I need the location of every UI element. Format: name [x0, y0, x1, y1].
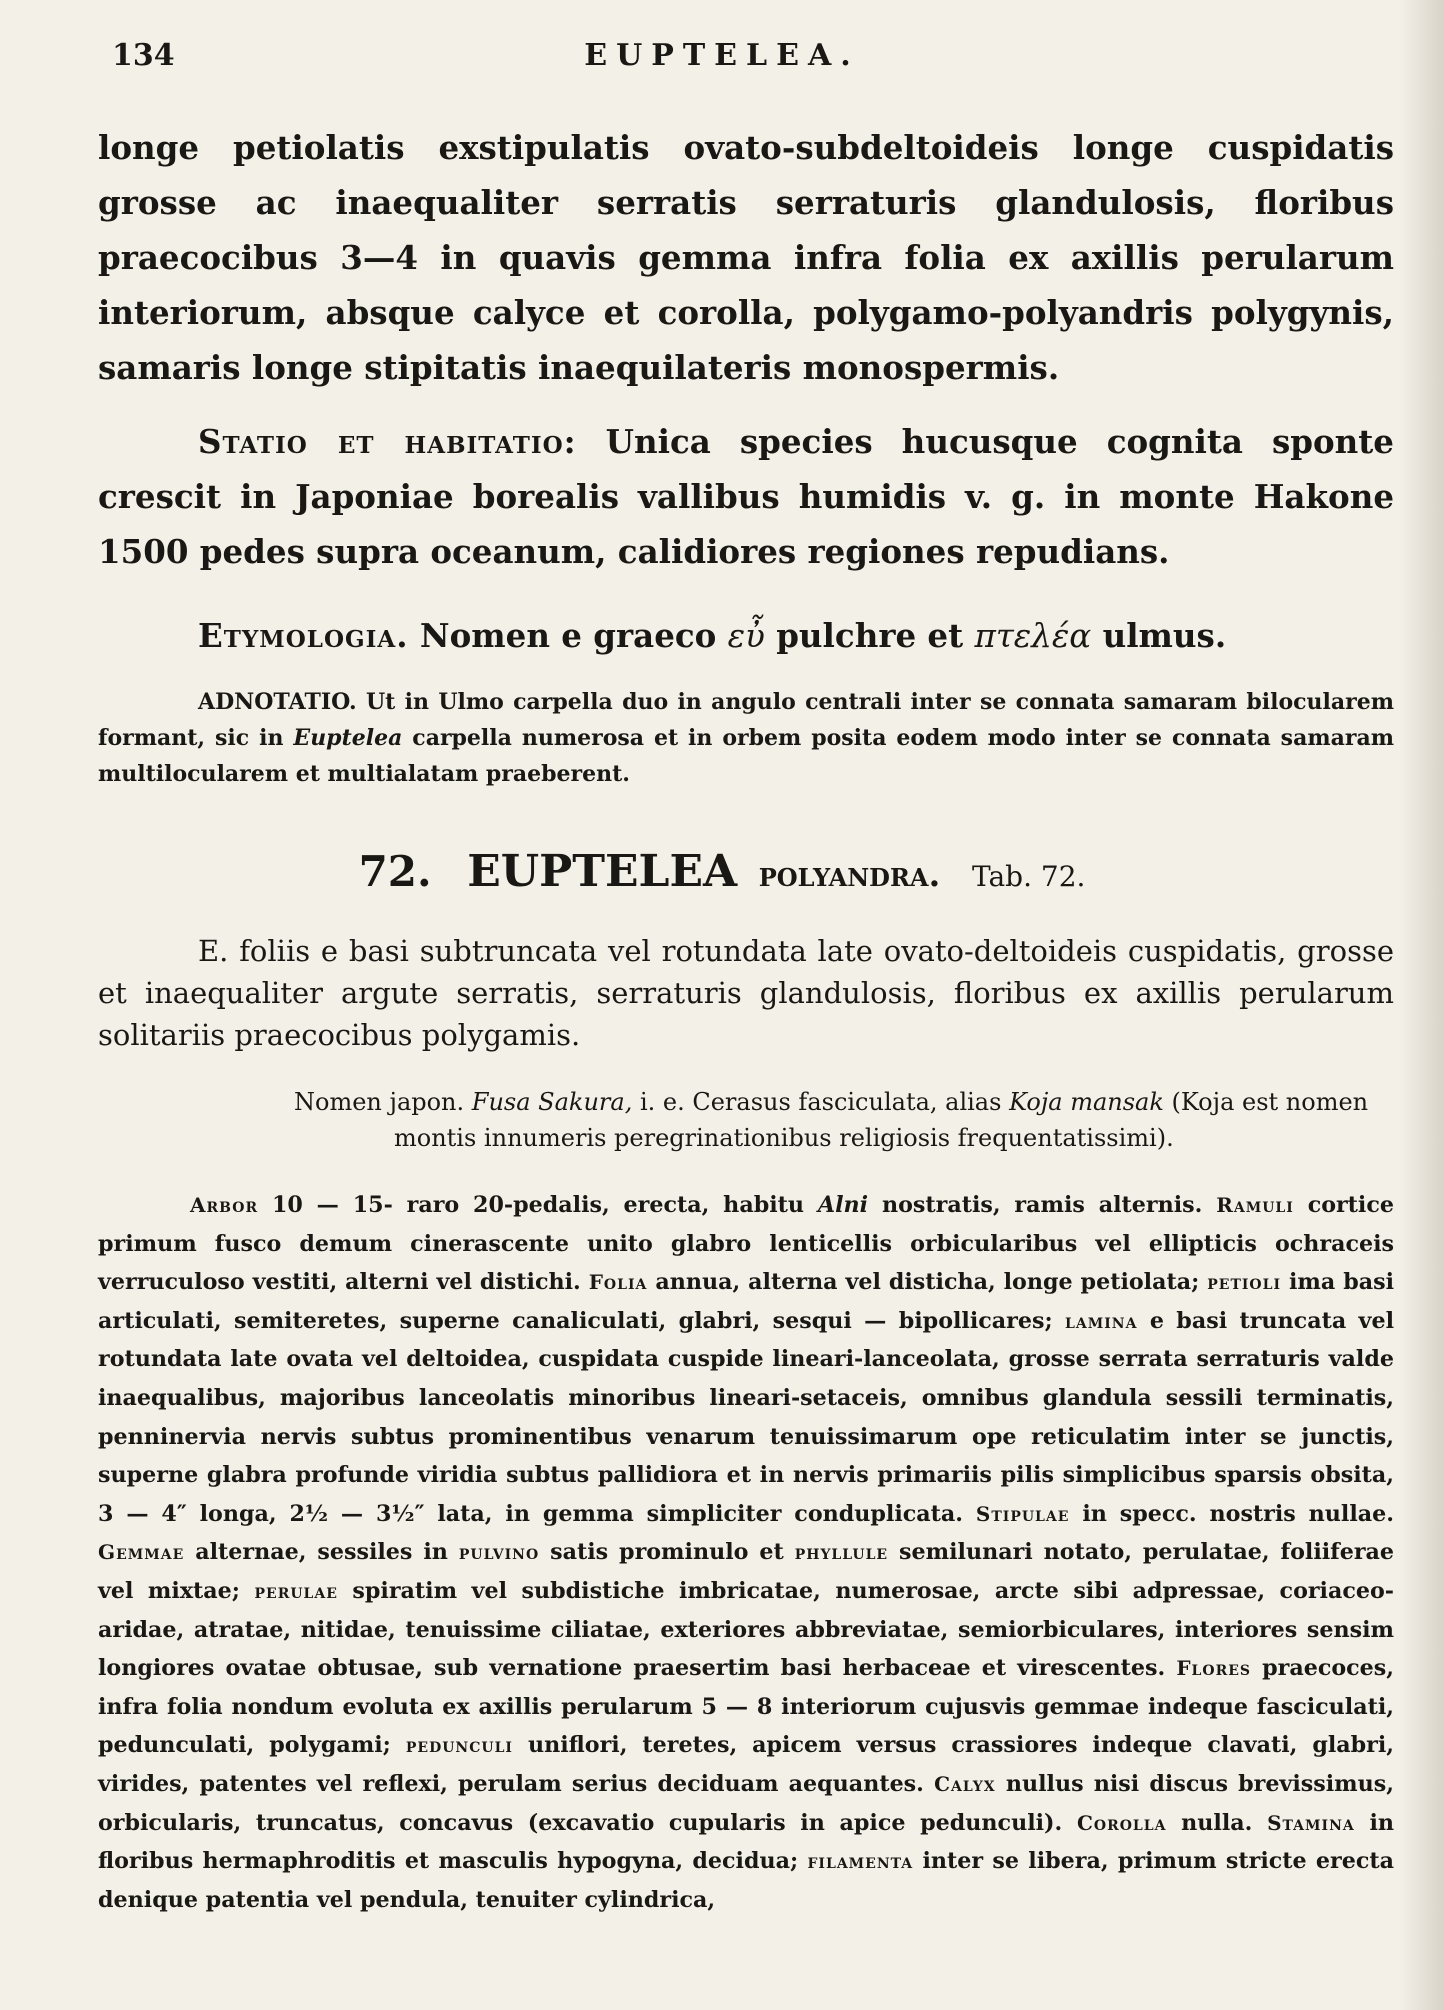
lamina-text: e basi truncata vel rotundata late ovata vel deltoidea, cuspidata cuspide lineari-lanceolata, grosse serrata serraturis valde inaequalibus, majoribus lanceolatis minoribus lineari-setaceis, omnibus glandula sessili terminatis, penninervia nervis subtus prominentibus venarum tenuissimarum ope reticulatim inter se junctis, superne glabra profunde viridia subtus pallidiora et in nervis primariis pilis simplicibus sparsis obsita, 3 — 4″ longa, 2½ — 3½″ lata, in gemma simpliciter conduplicata.	[98, 1307, 1394, 1527]
lamina-label: lamina	[1065, 1308, 1138, 1333]
filamenta-label: filamenta	[807, 1849, 914, 1874]
nomen-japon-paragraph	[98, 1084, 1394, 1156]
species-tab: Tab. 72.	[971, 860, 1086, 893]
species-diagnosis: E. foliis e basi subtruncata vel rotundata late ovato-deltoideis cuspidatis, grosse et inaequaliter argute serratis, serraturis glandulosis, floribus ex axillis perularum solitariis praecocibus polygamis.	[98, 934, 1394, 1052]
nomen-text-2: (Koja est nomen montis innumeris peregrinationibus religiosis frequentatissimi).	[394, 1088, 1369, 1152]
gemmae-label: Gemmae	[98, 1540, 185, 1565]
arbor-label: Arbor	[190, 1193, 259, 1217]
genus-diagnosis: longe petiolatis exstipulatis ovato-subdeltoideis longe cuspidatis grosse ac inaequaliter serratis serraturis glandulosis, floribus praecocibus 3—4 in quavis gemma infra folia ex axillis perularum interiorum, absque calyce et corolla, polygamo-polyandris polygynis, samaris longe stipitatis inaequilateris monospermis.	[98, 128, 1394, 387]
filamenta-text: inter se libera, primum stricte erecta denique patentia vel pendula, tenuiter cylindrica,	[98, 1848, 1394, 1913]
etymologia-text-middle: pulchre et	[776, 616, 964, 655]
adnotatio-label: ADNOTATIO.	[198, 689, 357, 715]
statio-text: Unica species hucusque cognita sponte crescit in Japoniae borealis vallibus humidis v. g. in monte Hakone 1500 pedes supra oceanum, calidiores regiones repudians.	[98, 422, 1394, 571]
page-edge-shadow	[1400, 0, 1444, 2010]
nomen-label: Nomen japon.	[294, 1088, 465, 1116]
etymologia-label: Etymologia.	[198, 616, 409, 655]
page-header	[0, 38, 1444, 78]
nomen-name-1: Fusa Sakura,	[471, 1088, 633, 1116]
alni-word: Alni	[817, 1192, 869, 1218]
etymologia-paragraph	[98, 608, 1394, 664]
species-number: 72.	[358, 847, 432, 896]
phyllule-label: phyllule	[794, 1540, 889, 1565]
running-title: EUPTELEA.	[584, 38, 860, 73]
pulvino-text: satis prominulo et	[550, 1539, 784, 1566]
nomen-text-1: i. e. Cerasus fasciculata, alias	[639, 1088, 1002, 1116]
etymologia-text-after: ulmus.	[1102, 616, 1227, 655]
calyx-label: Calyx	[934, 1771, 996, 1796]
pulvino-label: pulvino	[458, 1540, 540, 1565]
perulae-text: spiratim vel subdistiche imbricatae, numerosae, arcte sibi adpressae, coriaceo-aridae, atratae, nitidae, tenuissime ciliatae, exteriores abbreviatae, semiorbiculares, interiores sensim longiores ovatae obtusae, sub vernatione praesertim basi herbaceae et virescentes.	[98, 1577, 1394, 1682]
folia-label: Folia	[588, 1270, 648, 1295]
stipulae-label: Stipulae	[975, 1501, 1070, 1526]
etymologia-greek-2: πτελέα	[974, 617, 1092, 655]
flores-text: praecoces, infra folia nondum evoluta ex axillis perularum 5 — 8 interiorum cujusvis gemmae indeque fasciculati, pedunculati, polygami;	[98, 1655, 1395, 1759]
description-paragraph	[98, 1186, 1394, 1919]
statio-label: Statio et habitatio:	[198, 422, 577, 461]
petioli-label: petioli	[1207, 1270, 1282, 1295]
etymologia-text-before: Nomen e graeco	[419, 616, 717, 655]
adnotatio-text-before: Ut in Ulmo carpella duo in angulo centrali inter se connata samaram bilocularem formant, sic in	[98, 689, 1394, 751]
page-number: 134	[112, 38, 175, 73]
corolla-text: nulla.	[1181, 1809, 1253, 1836]
folia-text: annua, alterna vel disticha, longe petiolata;	[655, 1269, 1200, 1296]
stamina-label: Stamina	[1267, 1810, 1355, 1835]
flores-label: Flores	[1176, 1656, 1251, 1681]
calyx-text: nullus nisi discus brevissimus, orbicularis, truncatus, concavus (excavatio cupularis in apice pedunculi).	[98, 1770, 1394, 1836]
perulae-label: perulae	[254, 1578, 338, 1603]
pedunculi-label: pedunculi	[405, 1733, 513, 1758]
petioli-text: ima basi articulati, semiteretes, superne canaliculati, glabri, sesqui — bipollicares;	[98, 1269, 1395, 1334]
adnotatio-genus: Euptelea	[293, 725, 403, 751]
ramuli-label: Ramuli	[1216, 1193, 1294, 1217]
etymologia-greek-1: εὖ	[727, 617, 765, 655]
gemmae-text: alternae, sessiles in	[195, 1539, 448, 1566]
phyllule-text: semilunari notato, perulatae, foliiferae vel mixtae;	[98, 1539, 1395, 1604]
nomen-name-2: Koja mansak	[1009, 1088, 1164, 1116]
ramuli-text: cortice primum fusco demum cinerascente unito glabro lenticellis orbicularibus vel ellipticis ochraceis verruculoso vestiti, alterni vel distichi.	[98, 1192, 1394, 1296]
species-heading	[0, 846, 1444, 897]
arbor-text-1: 10 — 15- raro 20-pedalis, erecta, habitu	[271, 1192, 805, 1218]
adnotatio-text-after: carpella numerosa et in orbem posita eodem modo inter se connata samaram multilocularem et multialatam praeberent.	[98, 725, 1394, 787]
pedunculi-text: uniflori, teretes, apicem versus crassiores indeque clavati, glabri, virides, patentes vel reflexi, perulam serius deciduam aequantes.	[98, 1732, 1395, 1797]
stipulae-text: in specc. nostris nullae.	[1082, 1500, 1395, 1527]
arbor-text-2: nostratis, ramis alternis.	[881, 1192, 1203, 1218]
corolla-label: Corolla	[1076, 1810, 1167, 1835]
adnotatio-paragraph	[98, 684, 1394, 792]
species-genus: EUPTELEA	[467, 846, 738, 897]
statio-paragraph	[98, 414, 1394, 579]
species-epithet: polyandra.	[758, 855, 941, 895]
stamina-text: in floribus hermaphroditis et masculis hypogyna, decidua;	[98, 1809, 1394, 1875]
